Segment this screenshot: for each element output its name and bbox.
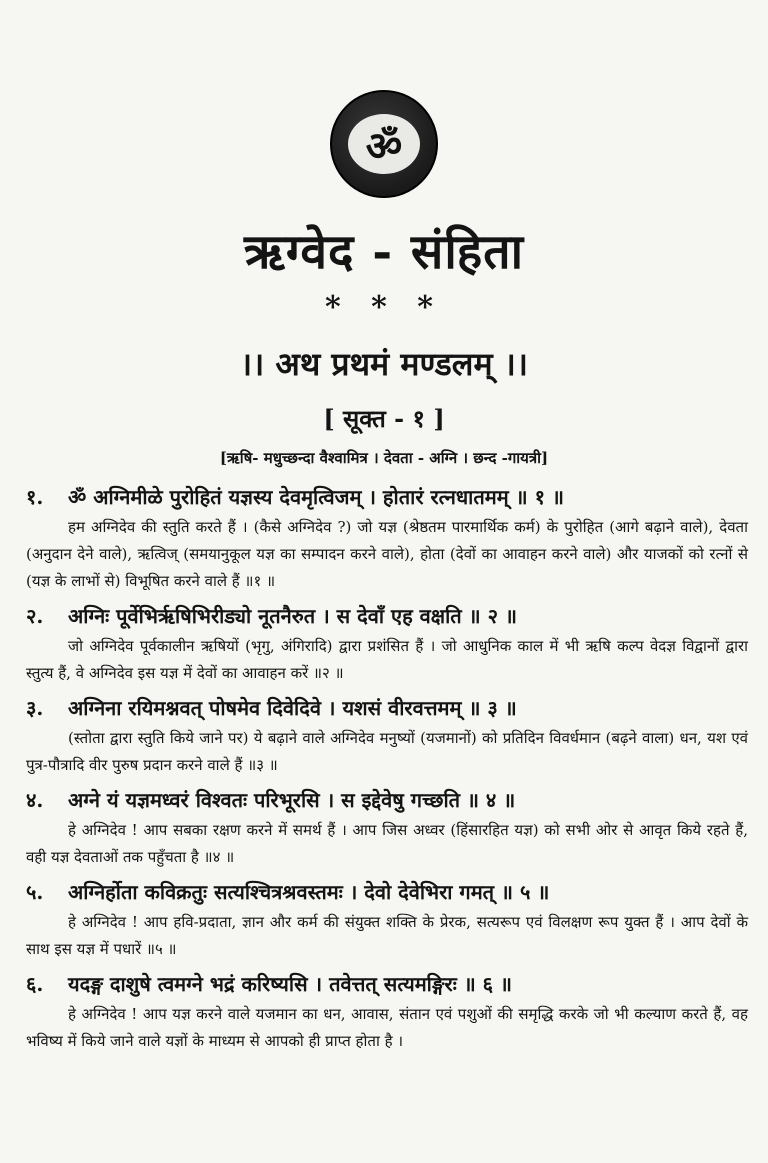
sukta-heading: [ सूक्त - १ ] — [323, 404, 445, 433]
om-symbol: ॐ — [348, 114, 420, 174]
mantra-text: अग्निः पूर्वेभिर्ऋषिभिरीड्यो नूतनैरुत । स देवाँ एह वक्षति ॥ २ ॥ — [68, 604, 517, 628]
mantra-text: अग्निना रयिमश्नवत् पोषमेव दिवेदिवे । यशसं वीरवत्तमम् ॥ ३ ॥ — [68, 696, 517, 720]
translation-text: हे अग्निदेव ! आप हवि-प्रदाता, ज्ञान और कर्म की संयुक्त शक्ति के प्रेरक, सत्यरूप एवं विलक्षण रूप युक्त हैं । आप देवों के साथ इस यज्ञ में पधारें ॥५ ॥ — [26, 913, 748, 958]
verse-5 — [26, 875, 748, 963]
mantra-line — [26, 783, 748, 817]
page-title: ऋग्वेद - संहिता — [243, 224, 525, 280]
om-emblem — [330, 90, 438, 198]
verse-6 — [26, 967, 748, 1055]
verse-number: ६. — [26, 972, 44, 996]
mantra-text: यदङ्ग दाशुषे त्वमग्ने भद्रं करिष्यसि । तवेत्तत् सत्यमङ्गिरः ॥ ६ ॥ — [68, 972, 512, 996]
mantra-line — [26, 691, 748, 725]
verse-number: ३. — [26, 696, 44, 720]
mantra-text: ॐ अग्निमीळे पुरोहितं यज्ञस्य देवमृत्विजम् । होतारं रत्नधातमम् ॥ १ ॥ — [68, 485, 564, 509]
verse-4 — [26, 783, 748, 871]
om-circle-icon — [330, 90, 438, 198]
mantra-line — [26, 599, 748, 633]
translation-text: जो अग्निदेव पूर्वकालीन ऋषियों (भृगु, अंगिरादि) द्वारा प्रशंसित हैं । जो आधुनिक काल में भी ऋषि कल्प वेदज्ञ विद्वानों द्वारा स्तुत्य हैं, वे अग्निदेव इस यज्ञ में देवों का आवाहन करें ॥२ ॥ — [26, 637, 748, 682]
verse-1 — [26, 480, 748, 595]
verse-2 — [26, 599, 748, 687]
mantra-line — [26, 480, 748, 514]
verse-number: ५. — [26, 880, 44, 904]
translation-text: हे अग्निदेव ! आप यज्ञ करने वाले यजमान का धन, आवास, संतान एवं पशुओं की समृद्धि करके जो भी कल्याण करते हैं, वह भविष्य में किये जाने वाले यज्ञों के माध्यम से आपको ही प्राप्त होता है । — [26, 1005, 748, 1050]
sukta-meta: [ऋषि- मधुच्छन्दा वैश्वामित्र । देवता - अग्नि । छन्द -गायत्री] — [219, 449, 549, 467]
stars-divider: * * * — [325, 290, 443, 325]
translation-text: हम अग्निदेव की स्तुति करते हैं । (कैसे अग्निदेव ?) जो यज्ञ (श्रेष्ठतम पारमार्थिक कर्म) के पुरोहित (आगे बढ़ाने वाले), देवता (अनुदान देने वाले), ऋत्विज् (समयानुकूल यज्ञ का सम्पादन करने वाले), होता (देवों का आवाहन करने वाले) और याजकों को रत्नों से (यज्ञ के लाभों से) विभूषित करने वाले हैं ॥१ ॥ — [26, 518, 748, 590]
verse-number: १. — [26, 485, 44, 509]
mantra-line — [26, 967, 748, 1001]
verse-list — [26, 480, 748, 1059]
mantra-text: अग्ने यं यज्ञमध्वरं विश्वतः परिभूरसि । स इद्देवेषु गच्छति ॥ ४ ॥ — [68, 788, 516, 812]
verse-number: २. — [26, 604, 44, 628]
translation-text: (स्तोता द्वारा स्तुति किये जाने पर) ये बढ़ाने वाले अग्निदेव मनुष्यों (यजमानों) को प्रतिदिन विवर्धमान (बढ़ने वाला) धन, यश एवं पुत्र-पौत्रादि वीर पुरुष प्रदान करने वाले हैं ॥३ ॥ — [26, 729, 748, 774]
verse-number: ४. — [26, 788, 44, 812]
translation-text: हे अग्निदेव ! आप सबका रक्षण करने में समर्थ हैं । आप जिस अध्वर (हिंसारहित यज्ञ) को सभी ओर से आवृत किये रहते हैं, वही यज्ञ देवताओं तक पहुँचता है ॥४ ॥ — [26, 821, 748, 866]
mandal-heading: ।। अथ प्रथमं मण्डलम् ।। — [239, 345, 529, 383]
mantra-text: अग्निर्होता कविक्रतुः सत्यश्चित्रश्रवस्तमः । देवो देवेभिरा गमत् ॥ ५ ॥ — [68, 880, 550, 904]
verse-3 — [26, 691, 748, 779]
mantra-line — [26, 875, 748, 909]
